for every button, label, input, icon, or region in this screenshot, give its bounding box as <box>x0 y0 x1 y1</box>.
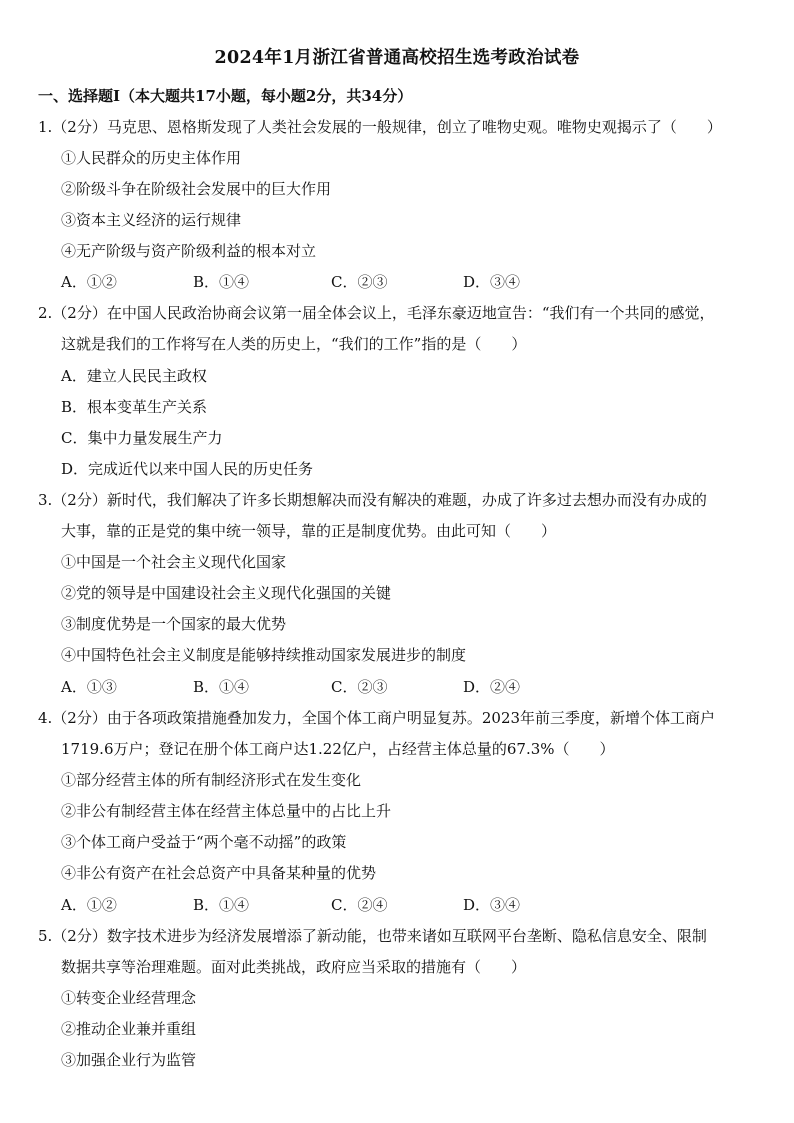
choice-b[interactable]: B．①④ <box>193 273 250 291</box>
question-4-statement-3: ③个体工商户受益于“两个毫不动摇”的政策 <box>61 833 347 851</box>
question-4-stem-continued: 1719.6万户；登记在册个体工商户达1.22亿户，占经营主体总量的67.3%（ ） <box>61 740 615 758</box>
choice-c[interactable]: C．②④ <box>331 896 388 914</box>
question-5-statement-2: ②推动企业兼并重组 <box>61 1020 197 1038</box>
choice-d[interactable]: D．③④ <box>463 896 521 914</box>
question-2-option-c[interactable]: C．集中力量发展生产力 <box>61 429 223 447</box>
question-2-option-b[interactable]: B．根本变革生产关系 <box>61 398 208 416</box>
question-4-statement-4: ④非公有资产在社会总资产中具备某种量的优势 <box>61 864 377 882</box>
question-1-stem: 1.（2分）马克思、恩格斯发现了人类社会发展的一般规律，创立了唯物史观。唯物史观揭示了（ ） <box>38 118 722 136</box>
choice-c[interactable]: C．②③ <box>331 678 388 696</box>
question-2-stem: 2.（2分）在中国人民政治协商会议第一届全体会议上，毛泽东豪迈地宣告：“我们有一个共同的感觉， <box>38 304 715 322</box>
question-1-statement-4: ④无产阶级与资产阶级利益的根本对立 <box>61 242 317 260</box>
choice-b[interactable]: B．①④ <box>193 678 250 696</box>
question-3-statement-4: ④中国特色社会主义制度是能够持续推动国家发展进步的制度 <box>61 646 467 664</box>
question-5-statement-3: ③加强企业行为监管 <box>61 1051 197 1069</box>
question-4-statement-1: ①部分经营主体的所有制经济形式在发生变化 <box>61 771 362 789</box>
question-1-statement-3: ③资本主义经济的运行规律 <box>61 211 242 229</box>
question-2-stem-continued: 这就是我们的工作将写在人类的历史上，“我们的工作”指的是（ ） <box>61 335 527 353</box>
question-3-stem-continued: 大事，靠的正是党的集中统一领导，靠的正是制度优势。由此可知（ ） <box>61 522 557 540</box>
choice-c[interactable]: C．②③ <box>331 273 388 291</box>
question-5-stem: 5.（2分）数字技术进步为经济发展增添了新动能，也带来诸如互联网平台垄断、隐私信息安全、限制 <box>38 927 707 945</box>
question-3-stem: 3.（2分）新时代，我们解决了许多长期想解决而没有解决的难题，办成了许多过去想办而没有办成的 <box>38 491 707 509</box>
question-3-statement-1: ①中国是一个社会主义现代化国家 <box>61 553 287 571</box>
question-3-statement-3: ③制度优势是一个国家的最大优势 <box>61 615 287 633</box>
question-2-option-a[interactable]: A．建立人民民主政权 <box>61 367 207 385</box>
choice-a[interactable]: A．①② <box>61 273 117 291</box>
question-1-statement-2: ②阶级斗争在阶级社会发展中的巨大作用 <box>61 180 332 198</box>
choice-a[interactable]: A．①② <box>61 896 117 914</box>
question-2-option-d[interactable]: D．完成近代以来中国人民的历史任务 <box>61 460 314 478</box>
question-5-stem-continued: 数据共享等治理难题。面对此类挑战，政府应当采取的措施有（ ） <box>61 958 527 976</box>
question-3-statement-2: ②党的领导是中国建设社会主义现代化强国的关键 <box>61 584 392 602</box>
question-5-statement-1: ①转变企业经营理念 <box>61 989 197 1007</box>
choice-d[interactable]: D．②④ <box>463 678 521 696</box>
choice-a[interactable]: A．①③ <box>61 678 117 696</box>
question-4-stem: 4.（2分）由于各项政策措施叠加发力，全国个体工商户明显复苏。2023年前三季度，新增个体工商户 <box>38 709 716 727</box>
section-heading: 一、选择题Ⅰ（本大题共17小题，每小题2分，共34分） <box>38 87 413 105</box>
question-4-statement-2: ②非公有制经营主体在经营主体总量中的占比上升 <box>61 802 392 820</box>
question-1-statement-1: ①人民群众的历史主体作用 <box>61 149 242 167</box>
page-title: 2024年1月浙江省普通高校招生选考政治试卷 <box>214 48 580 68</box>
choice-b[interactable]: B．①④ <box>193 896 250 914</box>
choice-d[interactable]: D．③④ <box>463 273 521 291</box>
